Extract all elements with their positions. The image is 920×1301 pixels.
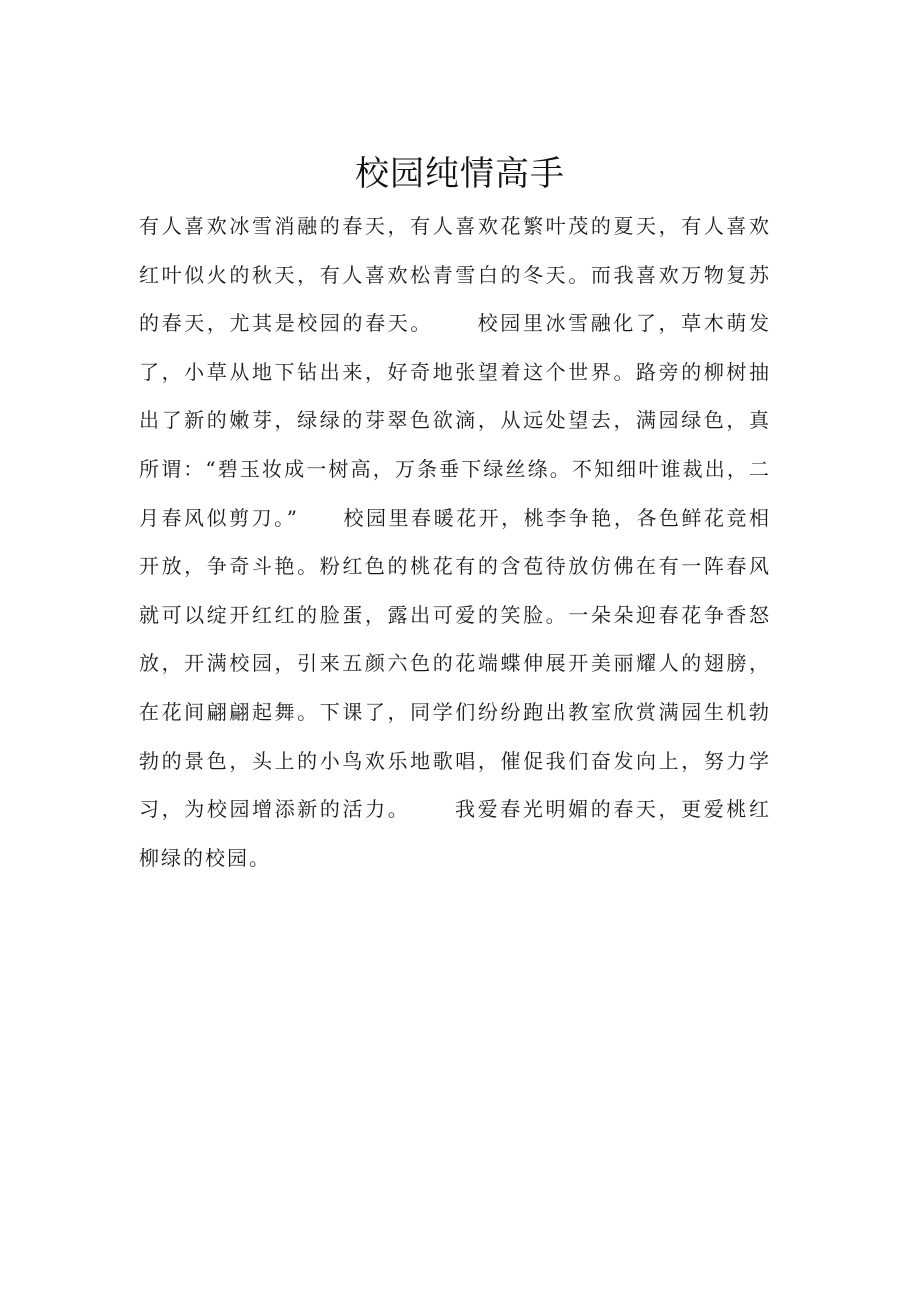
document-title: 校园纯情高手 (355, 154, 565, 194)
paragraph-4: 我爱春光明媚的春天，更爱桃红柳绿的校园。 (139, 797, 772, 870)
document-body (139, 202, 771, 882)
paragraph-2: 校园里冰雪融化了，草木萌发了，小草从地下钻出来，好奇地张望着这个世界。路旁的柳树抽出了新的嫩芽，绿绿的芽翠色欲滴，从远处望去，满园绿色，真所谓：“碧玉妆成一树高，万条垂下绿丝绦。不知细叶谁裁出，二月春风似剪刀。” (139, 311, 771, 530)
paragraph-3: 校园里春暖花开，桃李争艳，各色鲜花竞相开放，争奇斗艳。粉红色的桃花有的含苞待放仿佛在有一阵春风就可以绽开红红的脸蛋，露出可爱的笑脸。一朵朵迎春花争香怒放，开满校园，引来五颜六色的花端蝶伸展开美丽耀人的翅膀，在花间翩翩起舞。下课了，同学们纷纷跑出教室欣赏满园生机勃勃的景色，头上的小鸟欢乐地歌唱，催促我们奋发向上，努力学习，为校园增添新的活力。 (139, 505, 771, 822)
paragraph-1: 有人喜欢冰雪消融的春天，有人喜欢花繁叶茂的夏天，有人喜欢红叶似火的秋天，有人喜欢松青雪白的冬天。而我喜欢万物复苏的春天，尤其是校园的春天。 (139, 214, 771, 336)
